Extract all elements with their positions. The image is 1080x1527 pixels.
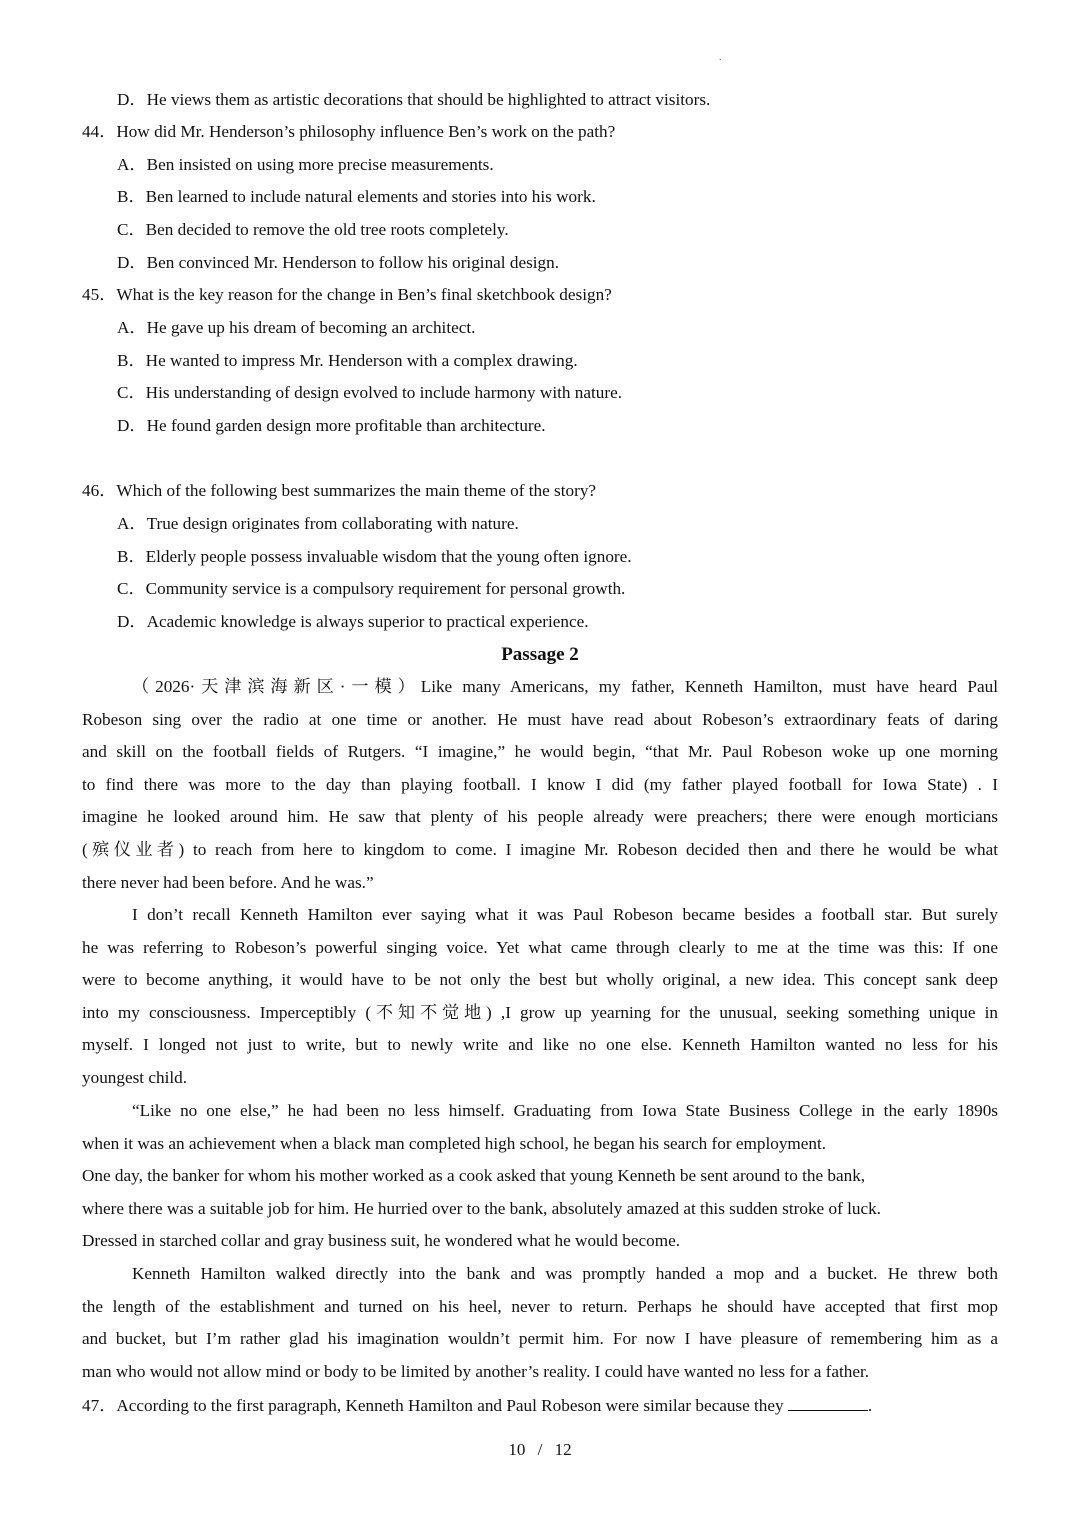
paragraph-5-line: and bucket, but I’m rather glad his imagination wouldn’t permit him. For now I have pleasure of remembering him as a (82, 1329, 998, 1349)
q43-option-d: D．He views them as artistic decorations that should be highlighted to attract visitors. (117, 90, 711, 109)
paragraph-4 (82, 1160, 998, 1258)
paragraph-2-line: he was referring to Robeson’s powerful singing voice. Yet what came through clearly to me at the time was this: If one (82, 937, 998, 957)
paragraph-1-line: there never had been before. And he was.” (82, 872, 374, 892)
paragraph-5-line: the length of the establishment and turned on his heel, never to return. Perhaps he should have accepted that first mop (82, 1296, 998, 1316)
paragraph-5 (82, 1258, 998, 1388)
paragraph-1-line: and skill on the football fields of Rutgers. “I imagine,” he would begin, “that Mr. Paul Robeson woke up one morning (82, 742, 998, 762)
paragraph-2 (82, 899, 998, 1095)
header-mark: . (719, 52, 722, 63)
q46-option-c: C．Community service is a compulsory requirement for personal growth. (117, 579, 626, 598)
current-page: 10 (508, 1440, 526, 1459)
q46-option-b: B．Elderly people possess invaluable wisdom that the young often ignore. (117, 547, 632, 566)
paragraph-4-line: where there was a suitable job for him. He hurried over to the bank, absolutely amazed at this sudden stroke of luck. (82, 1198, 881, 1218)
q45-option-b: B．He wanted to impress Mr. Henderson with a complex drawing. (117, 351, 578, 370)
paragraph-1 (82, 671, 998, 899)
answer-blank (788, 1396, 868, 1411)
q44-option-c: C．Ben decided to remove the old tree roots completely. (117, 220, 509, 239)
question-44: 44．How did Mr. Henderson’s philosophy influence Ben’s work on the path? (82, 122, 616, 141)
page-separator: / (537, 1440, 543, 1459)
paragraph-1-line: to find there was more to the day than playing football. I know I did (my father played football for Iowa State) . I (82, 774, 998, 794)
q46-option-a: A．True design originates from collaborating with nature. (117, 514, 519, 533)
paragraph-2-line: into my consciousness. Imperceptibly (不知不觉地) ,I grow up yearning for the unusual, seeking something unique in (82, 1002, 998, 1022)
paragraph-4-line: Dressed in starched collar and gray business suit, he wondered what he would become. (82, 1231, 681, 1251)
q44-option-d: D．Ben convinced Mr. Henderson to follow his original design. (117, 253, 560, 272)
paragraph-2-line: youngest child. (82, 1067, 188, 1087)
q45-option-d: D．He found garden design more profitable than architecture. (117, 416, 546, 435)
question-47-text: 47．According to the first paragraph, Kenneth Hamilton and Paul Robeson were similar because they (82, 1396, 784, 1415)
q46-option-d: D．Academic knowledge is always superior to practical experience. (117, 612, 589, 631)
q44-option-b: B．Ben learned to include natural elements and stories into his work. (117, 187, 596, 206)
paragraph-1-line: imagine he looked around him. He saw that plenty of his people already were preachers; there were enough morticians (82, 807, 998, 827)
q45-option-c: C．His understanding of design evolved to include harmony with nature. (117, 383, 623, 402)
paragraph-1-line: （2026·天津滨海新区·一模）Like many Americans, my father, Kenneth Hamilton, must have heard Paul (132, 677, 998, 696)
paragraph-5-line: Kenneth Hamilton walked directly into the bank and was promptly handed a mop and a bucket. He threw both (132, 1264, 998, 1283)
paragraph-3 (82, 1095, 998, 1160)
paragraph-4-line: One day, the banker for whom his mother worked as a cook asked that young Kenneth be sent around to the bank, (82, 1166, 866, 1185)
q44-option-a: A．Ben insisted on using more precise measurements. (117, 155, 494, 174)
paragraph-2-line: were to become anything, it would have to be not only the best but wholly original, a new idea. This concept sank deep (82, 970, 998, 990)
paragraph-3-line: “Like no one else,” he had been no less himself. Graduating from Iowa State Business College in the early 1890s (132, 1101, 998, 1120)
total-pages: 12 (554, 1440, 572, 1459)
question-47-end: . (867, 1396, 873, 1415)
question-46: 46．Which of the following best summarizes the main theme of the story? (82, 481, 597, 500)
paragraph-2-line: myself. I longed not just to write, but to newly write and like no one else. Kenneth Hamilton wanted no less for his (82, 1035, 998, 1055)
passage-title: Passage 2 (501, 644, 579, 665)
paragraph-1-line: Robeson sing over the radio at one time or another. He must have read about Robeson’s extraordinary feats of daring (82, 709, 998, 729)
question-47 (82, 1395, 872, 1417)
paragraph-2-line: I don’t recall Kenneth Hamilton ever saying what it was Paul Robeson became besides a football star. But surely (132, 905, 998, 924)
paragraph-3-line: when it was an achievement when a black man completed high school, he began his search for employment. (82, 1133, 827, 1153)
paragraph-1-line: (殡仪业者) to reach from here to kingdom to come. I imagine Mr. Robeson decided then and there he would be what (82, 839, 998, 859)
question-45: 45．What is the key reason for the change in Ben’s final sketchbook design? (82, 285, 612, 304)
q45-option-a: A．He gave up his dream of becoming an architect. (117, 318, 476, 337)
paragraph-5-line: man who would not allow mind or body to be limited by another’s reality. I could have wanted no less for a father. (82, 1361, 870, 1381)
page-number (0, 1439, 1080, 1461)
